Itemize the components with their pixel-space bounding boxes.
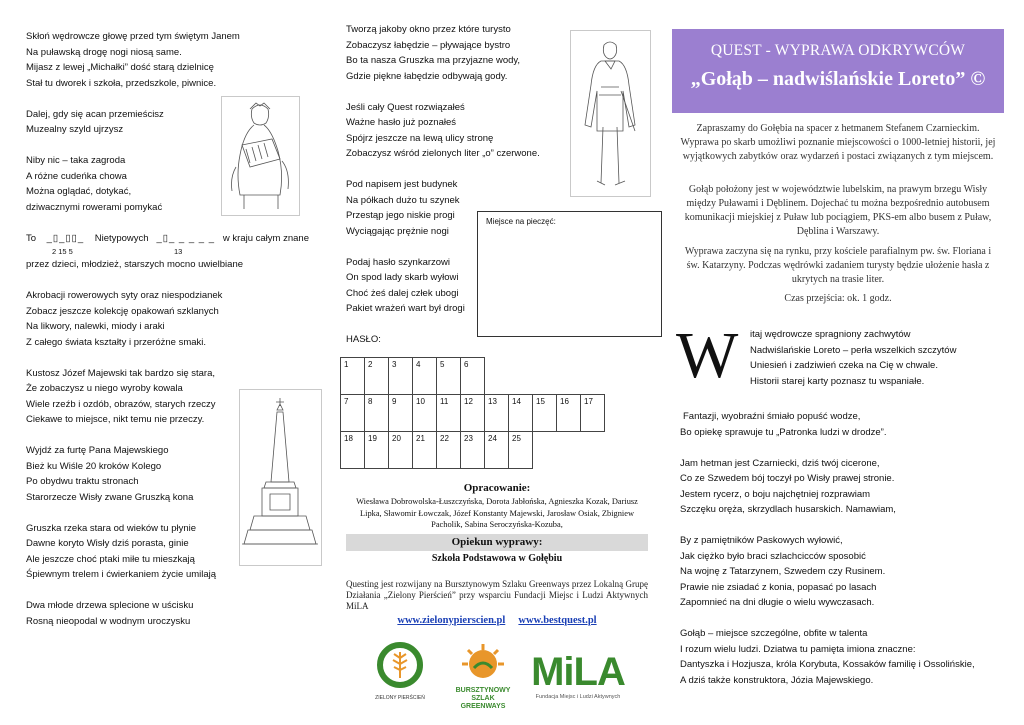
walk-time: Czas przejścia: ok. 1 godz. (784, 293, 892, 304)
crossword-cell[interactable]: 19 (365, 432, 389, 469)
poem-line: Stał tu dworek i szkoła, przedszkole, piwnice. (26, 77, 217, 89)
poem-line: Kustosz Józef Majewski tak bardzo się stara, (26, 367, 216, 379)
poem-line: Na puławską drogę nogi niosą same. (26, 46, 182, 58)
opiekun-title: Opiekun wyprawy: (451, 536, 543, 548)
crossword-cell[interactable]: 2 (365, 358, 389, 395)
crossword-cell[interactable]: 16 (557, 395, 581, 432)
poem-line: Na półkach dużo tu szynek (346, 194, 460, 206)
poem-line: Po obydwu traktu stronach (26, 476, 139, 487)
poem-line: Na wojnę z Tatarzynem, Szwedem czy Rusinem. (680, 566, 886, 577)
puzzle-blanks-1: _▯_▯▯_ (46, 232, 85, 244)
crossword-row (341, 358, 605, 395)
support-text: Questing jest rozwijany na Bursztynowym Szlaku Greenways przez Lokalną Grupę Działania „Zielony Pierścień” przy wsparciu Fundacji Miejsc i Ludzi Aktywnych MiLA (346, 579, 648, 611)
opracowanie-title: Opracowanie: (463, 482, 531, 494)
logo-line-szlak: SZLAK (471, 695, 495, 702)
crossword-empty (533, 358, 557, 395)
logo-caption-zielony: ZIELONY PIERŚCIEŃ (375, 695, 425, 701)
crossword-empty (557, 432, 581, 469)
poem-line: Jam hetman jest Czarniecki, dziś twój cicerone, (680, 457, 880, 469)
link-bestquest[interactable]: www.bestquest.pl (518, 615, 597, 626)
crossword-cell[interactable]: 3 (389, 358, 413, 395)
haslo-label: HASŁO: (346, 334, 381, 345)
poem-line: Ciekawe to miejsce, nikt temu nie przeczy. (26, 414, 205, 425)
poem-line: Mijasz z lewej „Michałki” dość starą dzielnicę (26, 62, 214, 73)
logo-line-bursztynowy: BURSZTYNOWY (455, 687, 511, 694)
poem-line: Bież ku Wiśle 20 kroków Kolego (26, 460, 162, 472)
poem-line: Co ze Szwedem bój toczył po Wisły prawej stronie. (680, 473, 895, 484)
poem-line: Pakiet wrażeń wart był drogi (346, 303, 465, 314)
crossword-cell[interactable]: 7 (341, 395, 365, 432)
accordion-player-sketch (221, 96, 300, 216)
intro-paragraph-2: Gołąb położony jest w województwie lubelskim, na prawym brzegu Wisły między Puławami i Dęblinem. Dojechać tu można bezpośrednio autobusem komunikacji miejskiej z Puław lub pociągiem, PKS-em albo busem z Puław, Dęblina i Warszawy. (684, 184, 992, 237)
poem-line: przez dzieci, młodzież, starszych mocno uwielbiane (26, 259, 244, 270)
poem-line: Ważne hasło już poznałeś (346, 117, 457, 128)
poem-line: itaj wędrowcze spragniony zachwytów (750, 329, 911, 340)
crossword-cell[interactable]: 1 (341, 358, 365, 395)
poem-line: Zobacz jeszcze kolekcję opakowań szklanych (26, 305, 219, 317)
stamp-label: Miejsce na pieczęć: (486, 217, 556, 226)
poem-line: A różne cudeńka chowa (26, 170, 127, 182)
crossword-cell[interactable]: 13 (485, 395, 509, 432)
poem-line: Uniesień i zadziwień czeka na Cię w chwale. (750, 360, 938, 371)
poem-line: Dantyszka i Hozjusza, króla Korybuta, Kossaków familię i Ossolińskie, (680, 659, 975, 670)
poem-line: Zobaczysz wśród zielonych liter „o” czerwone. (346, 148, 540, 159)
hetman-sketch (570, 30, 651, 197)
mila-caption: Fundacja Miejsc i Ludzi Aktywnych (535, 694, 621, 700)
poem-line: Z całego świata kształty i przeróżne smaki. (26, 336, 207, 348)
crossword-cell[interactable]: 4 (413, 358, 437, 395)
crossword-cell[interactable]: 12 (461, 395, 485, 432)
crossword-cell[interactable]: 18 (341, 432, 365, 469)
crossword-cell[interactable]: 14 (509, 395, 533, 432)
poem-line: Wyjdź za furtę Pana Majewskiego (26, 445, 169, 456)
poem-line: Rosną nieopodal w wodnym uroczysku (26, 615, 191, 627)
crossword-empty (509, 358, 533, 395)
poem-line: Jak ciężko było braci szlachcicców sposobić (680, 550, 866, 562)
crossword-cell[interactable]: 6 (461, 358, 485, 395)
crossword-cell[interactable]: 24 (485, 432, 509, 469)
poem-line: Gruszka rzeka stara od wieków tu płynie (26, 522, 197, 534)
quest-subtitle: „Gołąb – nadwiślańskie Loreto” © (690, 68, 986, 90)
opiekun-band (346, 534, 648, 551)
crossword-row (341, 395, 605, 432)
poem-line: Podaj hasło szynkarzowi (346, 256, 451, 268)
puzzle-numbers-1: 2 15 5 (52, 247, 73, 256)
crossword-empty (557, 358, 581, 395)
zielony-pierscien-icon (375, 640, 425, 690)
poem-line: Historii starej karty poznasz tu wspaniałe. (750, 375, 925, 387)
intro-paragraph-1: Zapraszamy do Gołębia na spacer z hetmanem Stefanem Czarnieckim. Wyprawa po skarb umożliwi poznanie miejscowości o 1000-letniej historii, jej wyjątkowych zabytków oraz wydarzeń i postaci związanych z tym miejscem. (680, 123, 996, 162)
password-crossword[interactable] (340, 357, 605, 469)
poem-line: A dziś także konstruktora, Józia Majewskiego. (680, 674, 874, 686)
crossword-empty (533, 432, 557, 469)
quest-title: QUEST - WYPRAWA ODKRYWCÓW (710, 42, 966, 59)
poem-line: Prawie nie zsiadać z konia, popasać po lasach (680, 581, 877, 593)
poem-line: dziwacznymi rowerami pomykać (26, 201, 163, 213)
poem-line: I rozum wielu ludzi. Dziatwa tu pamięta imiona znaczne: (680, 643, 916, 655)
crossword-cell[interactable]: 20 (389, 432, 413, 469)
crossword-empty (581, 432, 605, 469)
poem-line: Gołąb – miejsce szczególne, obfite w talenta (680, 628, 868, 639)
poem-line: Szczęku oręża, skrzydlach husarskich. Namawiam, (680, 504, 896, 515)
poem-line: Pod napisem jest budynek (346, 179, 458, 190)
crossword-cell[interactable]: 9 (389, 395, 413, 432)
poem-line: Nadwiślańskie Loreto – perła wszelkich szczytów (750, 344, 957, 356)
crossword-cell[interactable]: 23 (461, 432, 485, 469)
hetman-drawing (571, 31, 650, 196)
crossword-cell[interactable]: 10 (413, 395, 437, 432)
puzzle-middle: Nietypowych (94, 232, 149, 244)
crossword-row (341, 432, 605, 469)
crossword-cell[interactable]: 21 (413, 432, 437, 469)
intro-paragraph-3: Wyprawa zaczyna się na rynku, przy kościele parafialnym pw. św. Floriana i św. Katarzyny. Podczas wędrówki zadaniem turysty będzie ułożenie hasła z ukrytych na trasie liter. (684, 246, 992, 285)
poem-line: Choć żeś dalej człek ubogi (346, 287, 459, 299)
puzzle-numbers-2: 13 (174, 247, 183, 256)
poem-line: Fantazji, wyobraźni śmiało popuść wodze, (683, 411, 861, 422)
poem-line: By z pamiętników Paskowych wyłowić, (680, 535, 843, 546)
crossword-cell[interactable]: 17 (581, 395, 605, 432)
puzzle-line (26, 231, 326, 247)
puzzle-blanks-2: _▯_ _ _ _ _ (156, 232, 215, 244)
poem-line: Starorzecze Wisły zwane Gruszką kona (26, 491, 194, 503)
poem-line: Przestąp jego niskie progi (346, 210, 455, 221)
poem-line: Bo ta nasza Gruszka ma przyjazne wody, (346, 55, 521, 66)
mila-wordmark: MiLA (531, 650, 625, 694)
opracowanie-authors: Wiesława Dobrowolska-Łuszczyńska, Dorota Jabłońska, Agnieszka Kozak, Dariusz Lipka, Sławomir Łowczak, Józef Konstanty Majewski, Jarosław Osiak, Zbigniew Pacholik, Sabina Seroczyńska-Kozuba, (356, 497, 638, 529)
monument-drawing (240, 390, 321, 565)
poem-line: Tworzą jakoby okno przez które turysto (346, 24, 511, 35)
poem-line: Śpiewnym trelem i ćwierkaniem życie umilają (26, 569, 217, 580)
logo-bursztynowy-szlak (450, 642, 516, 712)
link-zielony-pierscien[interactable]: www.zielonypierscien.pl (397, 615, 506, 626)
poem-line: Niby nic – taka zagroda (26, 155, 126, 166)
poem-line: Na likwory, nalewki, miody i araki (26, 321, 165, 332)
poem-line: Jestem rycerz, o boju najchętniej rozprawiam (680, 488, 871, 500)
poem-line: On spod lady skarb wyłowi (346, 272, 459, 283)
poem-line: Dalej, gdy się acan przemieścisz (26, 108, 164, 120)
quest-header (672, 29, 1004, 113)
stamp-box[interactable] (477, 211, 662, 337)
crossword-cell[interactable]: 11 (437, 395, 461, 432)
drop-cap: W (676, 319, 739, 392)
poem-line: Bo opiekę sprawuje tu „Patronka ludzi w drodze”. (680, 426, 887, 438)
logo-line-greenways: GREENWAYS (460, 703, 506, 710)
poem-line: Dawne koryto Wisły dziś porasta, ginie (26, 538, 189, 549)
poem-line: Gdzie piękne łabędzie odbywają gody. (346, 70, 508, 82)
opiekun-school: Szkoła Podstawowa w Gołębiu (431, 553, 563, 564)
monument-sketch (239, 389, 322, 566)
poem-line: Zobaczysz łabędzie – pływające bystro (346, 39, 511, 51)
poem-line: Ale jeszcze choć ptaki miłe tu mieszkają (26, 553, 195, 565)
crossword-cell[interactable]: 15 (533, 395, 557, 432)
puzzle-prefix: To (26, 232, 37, 244)
poem-line: Skłoń wędrowcze głowę przed tym świętym Janem (26, 31, 240, 42)
crossword-cell[interactable]: 5 (437, 358, 461, 395)
logo-zielony-pierscien (368, 640, 432, 710)
poem-line: Wyciągając prężnie nogi (346, 225, 449, 237)
bursztynowy-sun-icon (460, 642, 506, 682)
poem-line: Dwa młode drzewa splecione w uścisku (26, 600, 194, 611)
crossword-cell[interactable]: 22 (437, 432, 461, 469)
poem-line: Zapomnieć na dni długie o wielu wywczasach. (680, 597, 875, 608)
logo-mila (528, 650, 628, 710)
poem-line: Akrobacji rowerowych syty oraz niespodzianek (26, 290, 223, 301)
poem-line: Można oglądać, dotykać, (26, 186, 132, 197)
poem-line: Że zobaczysz u niego wyroby kowala (26, 383, 183, 394)
puzzle-suffix: w kraju całym znane (222, 232, 309, 244)
poem-line: Jeśli cały Quest rozwiązałeś (346, 101, 465, 113)
accordion-player-drawing (222, 97, 299, 215)
column-3-poem (680, 327, 1010, 688)
poem-line: Muzealny szyld ujrzysz (26, 124, 124, 135)
crossword-empty (581, 358, 605, 395)
poem-line: Spójrz jeszcze na lewą ulicy stronę (346, 132, 494, 144)
crossword-cell[interactable]: 8 (365, 395, 389, 432)
poem-line: Wiele rzeźb i ozdób, obrazów, starych rzeczy (26, 398, 216, 410)
crossword-empty (485, 358, 509, 395)
crossword-cell[interactable]: 25 (509, 432, 533, 469)
